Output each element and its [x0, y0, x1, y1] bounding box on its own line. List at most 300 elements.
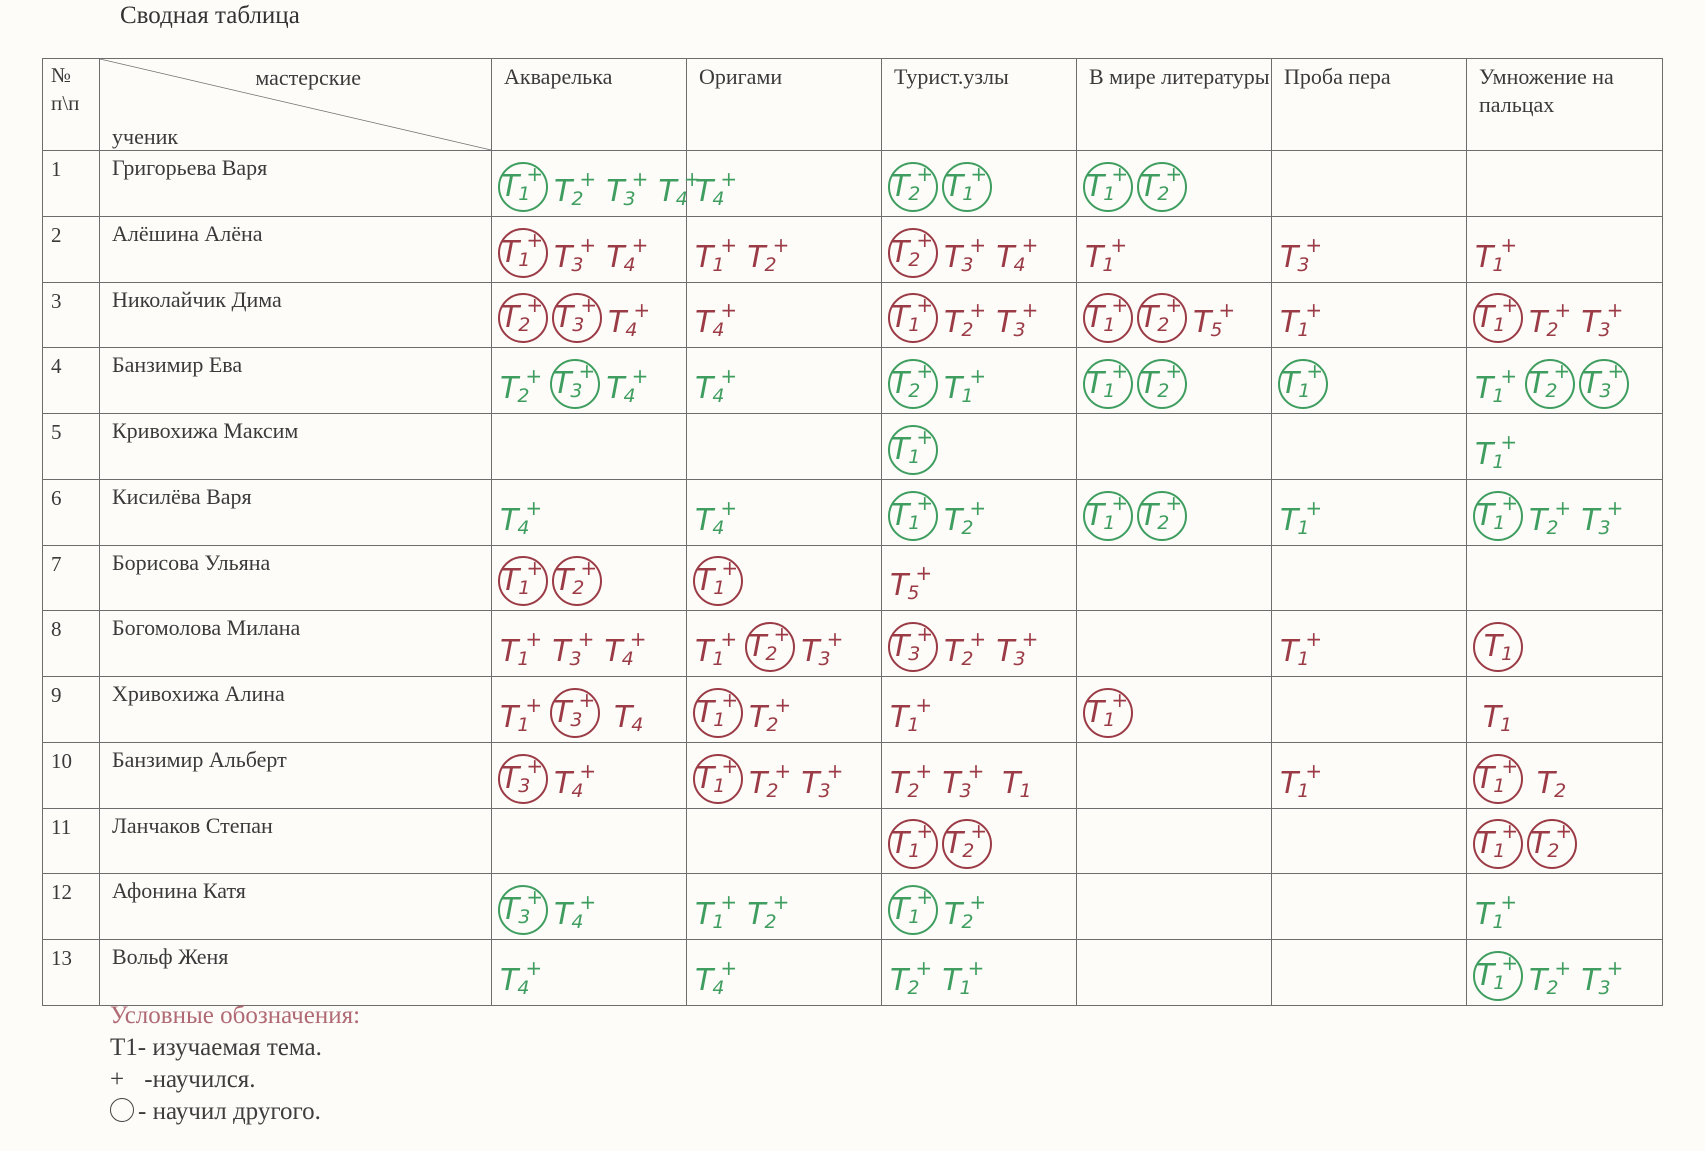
circled-topic-mark	[888, 491, 938, 541]
marks-group	[498, 359, 652, 409]
topic-mark	[1527, 495, 1575, 541]
marks-cell	[1077, 216, 1272, 282]
mark-letter: T	[890, 699, 908, 735]
topic-mark	[1473, 232, 1521, 278]
mark-plus: +	[579, 166, 596, 191]
marks-group	[693, 364, 741, 409]
mark-topic-number: 3	[569, 648, 581, 671]
marks-cell	[1272, 414, 1467, 480]
mark-plus: +	[1555, 819, 1572, 844]
mark-topic-number: 1	[712, 648, 724, 671]
mark-plus: +	[826, 758, 843, 783]
row-number: 5	[43, 414, 100, 480]
mark-plus: +	[525, 627, 542, 652]
mark-plus: +	[772, 890, 789, 915]
marks-cell	[492, 151, 700, 217]
marks-cell	[882, 742, 1077, 808]
topic-mark	[942, 495, 990, 541]
circled-topic-mark	[498, 228, 548, 278]
mark-plus: +	[1500, 890, 1517, 915]
num-header: № п\п	[43, 59, 100, 151]
mark-topic-number: 2	[961, 648, 973, 671]
mark-topic-number: 1	[908, 445, 920, 468]
topic-mark	[747, 758, 795, 804]
marks-group	[693, 956, 741, 1001]
row-number: 13	[43, 940, 100, 1006]
marks-cell	[492, 874, 687, 940]
mark-topic-number: 3	[908, 643, 920, 666]
mark-letter: T	[944, 826, 963, 862]
mark-plus: +	[1501, 753, 1518, 778]
mark-letter: T	[749, 699, 767, 735]
mark-letter: T	[1085, 497, 1104, 533]
mark-plus: +	[916, 424, 933, 449]
mark-letter: T	[554, 239, 572, 275]
marks-cell	[1272, 479, 1467, 545]
mark-topic-number: 2	[962, 840, 974, 863]
marks-group	[693, 754, 847, 804]
mark-plus: +	[1305, 298, 1322, 323]
mark-topic-number: 2	[1545, 380, 1557, 403]
mark-topic-number: 1	[1102, 253, 1114, 276]
topic-mark	[693, 364, 741, 409]
topic-mark	[498, 692, 546, 738]
marks-cell	[1467, 414, 1663, 480]
circled-topic-mark	[550, 359, 600, 409]
topic-mark	[1579, 956, 1627, 1001]
marks-cell	[492, 742, 687, 808]
row-number: 10	[43, 742, 100, 808]
marks-cell	[687, 348, 882, 414]
mark-topic-number: 3	[570, 380, 582, 403]
mark-plus: +	[580, 556, 597, 581]
mark-letter: T	[1085, 366, 1104, 402]
legend-learned-text: -научился.	[138, 1066, 256, 1093]
mark-plus: +	[577, 627, 594, 652]
mark-topic-number: 3	[818, 648, 830, 671]
mark-topic-number: 1	[1103, 380, 1115, 403]
mark-plus: +	[1305, 758, 1322, 783]
mark-letter: T	[890, 366, 909, 402]
mark-letter: T	[1529, 502, 1547, 538]
marks-group	[888, 622, 1042, 672]
mark-plus: +	[774, 692, 791, 717]
topic-mark	[942, 890, 990, 935]
topic-mark	[498, 627, 546, 672]
mark-letter: T	[1280, 634, 1298, 670]
mark-topic-number: 1	[1492, 253, 1504, 276]
marks-cell	[687, 479, 882, 545]
table-row	[43, 611, 1663, 677]
mark-letter: T	[944, 897, 962, 933]
mark-topic-number: 1	[1103, 708, 1115, 731]
summary-table	[42, 58, 1663, 1006]
mark-plus: +	[633, 298, 650, 323]
circled-topic-mark	[552, 556, 602, 606]
marks-cell	[687, 677, 882, 743]
circled-topic-mark	[1083, 162, 1133, 212]
mark-letter: T	[1483, 629, 1502, 665]
table-row	[43, 479, 1663, 545]
row-number: 3	[43, 282, 100, 348]
marks-cell	[882, 348, 1077, 414]
row-number: 11	[43, 808, 100, 874]
mark-topic-number: 3	[518, 774, 530, 797]
mark-plus: +	[773, 622, 790, 647]
marks-cell	[492, 414, 687, 480]
marks-group	[888, 692, 936, 738]
mark-letter: T	[1193, 305, 1211, 341]
mark-plus: +	[720, 166, 737, 191]
mark-topic-number: 1	[959, 977, 971, 999]
mark-topic-number: 3	[570, 708, 582, 731]
circled-topic-mark	[498, 293, 548, 343]
mark-topic-number: 3	[518, 906, 530, 929]
mark-letter: T	[1085, 694, 1104, 730]
mark-topic-number: 5	[1210, 319, 1222, 342]
mark-plus: +	[916, 490, 933, 515]
marks-cell	[687, 414, 882, 480]
marks-cell	[687, 808, 882, 874]
marks-cell	[687, 611, 882, 677]
mark-topic-number: 1	[518, 248, 530, 271]
marks-group	[498, 293, 654, 343]
workshop-header: В мире литературы	[1077, 59, 1272, 151]
mark-plus: +	[1021, 627, 1038, 652]
mark-letter: T	[944, 371, 962, 407]
legend-line-topic: Т1- изучаемая тема.	[110, 1034, 322, 1061]
marks-cell	[882, 545, 1077, 611]
topic-mark	[1191, 298, 1239, 343]
mark-plus: +	[1111, 359, 1128, 384]
mark-topic-number: 1	[1297, 319, 1309, 342]
mark-topic-number: 2	[1157, 314, 1169, 337]
marks-group	[1278, 232, 1326, 278]
topic-mark	[552, 166, 600, 212]
workshop-header: Проба пера	[1272, 59, 1467, 151]
mark-plus: +	[969, 298, 986, 323]
workshop-header: Турист.узлы	[882, 59, 1077, 151]
mark-topic-number: 4	[675, 187, 687, 210]
mark-plus: +	[1607, 359, 1624, 384]
marks-group	[1473, 622, 1523, 672]
mark-plus: +	[916, 161, 933, 186]
mark-plus: +	[526, 556, 543, 581]
marks-cell	[1272, 545, 1467, 611]
mark-topic-number: 3	[572, 314, 584, 337]
topic-mark	[1278, 232, 1326, 278]
circled-topic-mark	[1473, 951, 1523, 1001]
mark-plus: +	[578, 687, 595, 712]
mark-plus: +	[579, 758, 596, 783]
topic-mark	[604, 364, 652, 409]
topic-mark	[888, 758, 936, 804]
marks-cell	[687, 940, 882, 1006]
marks-group	[1473, 698, 1521, 738]
mark-plus: +	[915, 956, 932, 980]
marks-cell	[1467, 874, 1663, 940]
marks-group	[888, 758, 1040, 804]
mark-letter: T	[695, 897, 713, 933]
mark-letter: T	[944, 634, 962, 670]
topic-mark	[1527, 298, 1575, 343]
legend-line-taught	[110, 1096, 360, 1128]
circled-topic-mark	[888, 162, 938, 212]
mark-topic-number: 4	[712, 187, 724, 210]
topic-mark	[498, 364, 546, 409]
mark-topic-number: 2	[1157, 380, 1169, 403]
marks-group	[888, 561, 936, 606]
marks-group	[888, 491, 990, 541]
circled-topic-mark	[745, 622, 795, 672]
mark-letter: T	[695, 173, 713, 209]
topic-mark	[602, 627, 650, 672]
topic-mark	[1278, 495, 1326, 541]
marks-group	[1473, 232, 1521, 278]
mark-letter: T	[554, 765, 572, 801]
mark-topic-number: 2	[1157, 511, 1169, 534]
mark-topic-number: 1	[712, 253, 724, 276]
mark-letter: T	[1280, 239, 1298, 275]
mark-letter: T	[695, 305, 713, 341]
mark-plus: +	[969, 495, 986, 520]
mark-letter: T	[1280, 502, 1298, 538]
mark-plus: +	[579, 890, 596, 915]
marks-cell	[1467, 940, 1663, 1006]
marks-cell	[492, 545, 687, 611]
topic-mark	[994, 232, 1042, 278]
mark-topic-number: 1	[1500, 713, 1512, 736]
topic-mark	[693, 166, 741, 212]
mark-topic-number: 4	[571, 911, 583, 934]
mark-plus: +	[526, 753, 543, 778]
mark-plus: +	[1165, 293, 1182, 318]
table-row	[43, 348, 1663, 414]
marks-group	[1083, 232, 1131, 278]
mark-letter: T	[890, 568, 908, 604]
marks-cell	[882, 677, 1077, 743]
mark-letter: T	[604, 634, 622, 670]
mark-letter: T	[695, 239, 713, 275]
diagonal-header-cell	[100, 59, 492, 151]
mark-topic-number: 3	[623, 187, 635, 210]
mark-topic-number: 4	[623, 385, 635, 408]
mark-plus: +	[915, 561, 932, 586]
marks-cell	[882, 808, 1077, 874]
topic-mark	[552, 758, 600, 804]
mark-topic-number: 2	[908, 248, 920, 271]
mark-plus: +	[1554, 956, 1571, 980]
mark-letter: T	[1581, 963, 1599, 998]
marks-group	[693, 622, 847, 672]
mark-plus: +	[1501, 951, 1518, 975]
marks-cell	[1467, 808, 1663, 874]
mark-letter: T	[996, 305, 1014, 341]
marks-cell	[1077, 151, 1272, 217]
mark-plus: +	[1111, 293, 1128, 318]
mark-plus: +	[1021, 232, 1038, 257]
topic-mark	[1278, 758, 1326, 804]
circled-topic-mark	[942, 162, 992, 212]
mark-plus: +	[1111, 490, 1128, 515]
legend-taught-text: - научил другого.	[138, 1098, 321, 1125]
circled-topic-mark	[888, 425, 938, 475]
marks-cell	[687, 545, 882, 611]
mark-letter: T	[1085, 300, 1104, 336]
mark-topic-number: 2	[907, 977, 919, 999]
mark-topic-number: 5	[907, 582, 919, 605]
topic-mark	[799, 758, 847, 804]
marks-cell	[1077, 479, 1272, 545]
mark-topic-number: 2	[1547, 840, 1559, 863]
marks-cell	[1077, 940, 1272, 1006]
mark-letter: T	[749, 765, 767, 801]
topic-mark	[942, 298, 990, 343]
mark-plus: +	[525, 692, 542, 717]
mark-plus: +	[970, 161, 987, 186]
mark-letter: T	[553, 694, 571, 730]
topic-mark	[1527, 764, 1575, 804]
mark-topic-number: 1	[1493, 840, 1505, 863]
circled-topic-mark	[1137, 491, 1187, 541]
topic-mark	[550, 627, 598, 672]
mark-plus: +	[1554, 298, 1571, 323]
mark-plus: +	[720, 495, 737, 520]
topic-mark	[888, 956, 936, 1001]
marks-cell	[492, 677, 687, 743]
mark-topic-number: 2	[517, 385, 529, 408]
marks-group	[1473, 429, 1521, 475]
marks-group	[888, 885, 990, 935]
topic-mark	[1579, 298, 1627, 343]
mark-plus: +	[631, 166, 648, 191]
mark-topic-number: 1	[908, 511, 920, 534]
marks-cell	[1272, 151, 1467, 217]
marks-cell	[882, 216, 1077, 282]
topic-mark	[1473, 890, 1521, 935]
mark-plus: +	[721, 556, 738, 581]
circled-topic-mark	[1473, 819, 1523, 869]
mark-letter: T	[1002, 765, 1020, 801]
marks-group	[888, 359, 990, 409]
marks-group	[1278, 298, 1326, 343]
mark-topic-number: 3	[1013, 648, 1025, 671]
topic-mark	[693, 890, 741, 935]
circled-topic-mark	[1473, 754, 1523, 804]
mark-plus: +	[720, 627, 737, 652]
student-name: Богомолова Милана	[100, 611, 492, 677]
marks-group	[1083, 688, 1133, 738]
mark-topic-number: 3	[1598, 977, 1610, 999]
mark-letter: T	[1475, 497, 1494, 533]
topic-mark	[1473, 364, 1521, 409]
mark-letter: T	[748, 629, 766, 665]
mark-plus: +	[526, 885, 543, 910]
mark-letter: T	[890, 234, 909, 270]
mark-plus: +	[969, 890, 986, 915]
mark-letter: T	[944, 305, 962, 341]
table-row	[43, 216, 1663, 282]
marks-group	[1473, 951, 1627, 1001]
table-row	[43, 545, 1663, 611]
mark-topic-number: 2	[571, 187, 583, 210]
mark-topic-number: 1	[908, 314, 920, 337]
topic-mark	[992, 764, 1040, 804]
mark-letter: T	[500, 300, 519, 336]
marks-group	[1083, 359, 1187, 409]
mark-topic-number: 1	[961, 385, 973, 408]
mark-plus: +	[525, 495, 542, 520]
marks-cell	[687, 216, 882, 282]
student-name: Афонина Катя	[100, 874, 492, 940]
marks-group	[1083, 162, 1187, 212]
mark-plus: +	[720, 890, 737, 915]
topic-mark	[747, 692, 795, 738]
legend	[110, 1000, 360, 1128]
mark-plus: +	[526, 293, 543, 318]
mark-letter: T	[1582, 366, 1600, 402]
table-row	[43, 742, 1663, 808]
marks-cell	[1077, 545, 1272, 611]
mark-plus: +	[1021, 298, 1038, 323]
mark-plus: +	[916, 293, 933, 318]
mark-topic-number: 1	[1103, 314, 1115, 337]
topic-mark	[606, 298, 654, 343]
mark-topic-number: 3	[1598, 319, 1610, 342]
mark-topic-number: 1	[1501, 643, 1513, 666]
mark-topic-number: 1	[713, 708, 725, 731]
mark-topic-number: 1	[1297, 516, 1309, 539]
mark-letter: T	[942, 765, 960, 801]
topic-mark	[994, 627, 1042, 672]
mark-topic-number: 1	[712, 911, 724, 934]
mark-topic-number: 4	[571, 779, 583, 802]
mark-letter: T	[1536, 765, 1555, 801]
mark-letter: T	[695, 502, 713, 538]
circled-topic-mark	[498, 754, 548, 804]
circle-icon	[110, 1098, 134, 1122]
mark-topic-number: 4	[517, 977, 529, 999]
mark-topic-number: 2	[764, 911, 776, 934]
mark-topic-number: 1	[517, 648, 529, 671]
marks-cell	[1467, 545, 1663, 611]
circled-topic-mark	[1473, 622, 1523, 672]
mark-topic-number: 1	[1493, 314, 1505, 337]
marks-cell	[1467, 282, 1663, 348]
marks-cell	[1077, 742, 1272, 808]
mark-topic-number: 2	[961, 319, 973, 342]
mark-plus: +	[629, 627, 646, 652]
marks-cell	[882, 479, 1077, 545]
circled-topic-mark	[1083, 688, 1133, 738]
mark-letter: T	[890, 765, 908, 801]
mark-topic-number: 1	[1492, 385, 1504, 408]
topic-mark	[604, 166, 652, 212]
student-name: Кисилёва Варя	[100, 479, 492, 545]
marks-group	[693, 298, 741, 343]
marks-group	[693, 556, 743, 606]
marks-group	[1473, 890, 1521, 935]
marks-group	[498, 754, 600, 804]
marks-group	[888, 425, 938, 475]
mark-letter: T	[1475, 897, 1493, 933]
mark-topic-number: 1	[1492, 911, 1504, 934]
circled-topic-mark	[693, 754, 743, 804]
mark-topic-number: 1	[1493, 972, 1505, 994]
mark-topic-number: 1	[1298, 380, 1310, 403]
row-number: 1	[43, 151, 100, 217]
circled-topic-mark	[1473, 491, 1523, 541]
